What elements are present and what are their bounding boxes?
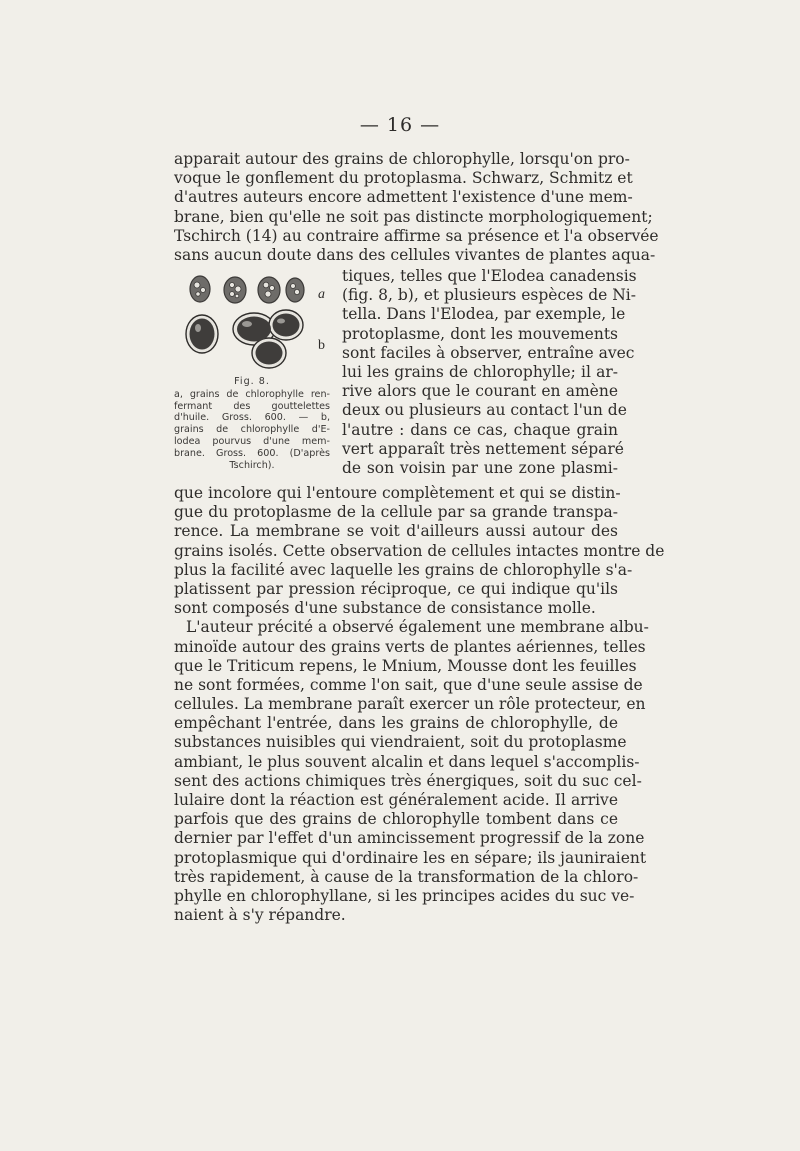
- caption-line: fermant des gouttelettes: [174, 400, 330, 412]
- text-line: Tschirch (14) au contraire affirme sa présence et l'a observée: [174, 226, 659, 245]
- text-line: minoïde autour des grains verts de plantes aériennes, telles: [174, 637, 646, 656]
- text-line: sent des actions chimiques très énergiques, soit du suc cel-: [174, 771, 642, 790]
- text-line: lui les grains de chlorophylle; il ar-: [342, 362, 618, 381]
- text-line: rence. La membrane se voit d'ailleurs aussi autour des: [174, 522, 618, 541]
- figure-8: [174, 272, 334, 482]
- figure-label-b: b: [318, 338, 325, 353]
- text-line: que incolore qui l'entoure complètement et qui se distin-: [174, 484, 621, 502]
- text-line: L'auteur précité a observé également une membrane albu-: [186, 618, 649, 637]
- caption-line: a, grains de chlorophylle ren-: [174, 388, 330, 400]
- caption-line: lodea pourvus d'une mem-: [174, 435, 330, 447]
- text-line: voque le gonflement du protoplasma. Schwarz, Schmitz et: [174, 169, 633, 188]
- text-line: d'autres auteurs encore admettent l'existence d'une mem-: [174, 188, 633, 207]
- text-line: tella. Dans l'Elodea, par exemple, le: [342, 305, 626, 324]
- paragraph-top: [174, 150, 659, 265]
- text-line: vert apparaît très nettement séparé: [342, 439, 624, 458]
- text-line: dernier par l'effet d'un amincissement progressif de la zone: [174, 829, 645, 848]
- text-line: tiques, telles que l'Elodea canadensis: [342, 267, 637, 285]
- text-line: de son voisin par une zone plasmi-: [342, 458, 618, 477]
- text-line: ambiant, le plus souvent alcalin et dans lequel s'accomplis-: [174, 752, 640, 771]
- caption-line: brane. Gross. 600. (D'après: [174, 447, 330, 459]
- text-line: sont faciles à observer, entraîne avec: [342, 343, 635, 362]
- text-line: plus la facilité avec laquelle les grains de chlorophylle s'a-: [174, 560, 633, 579]
- text-line: protoplasme, dont les mouvements: [342, 324, 618, 343]
- text-line: phylle en chlorophyllane, si les principes acides du suc ve-: [174, 886, 635, 905]
- text-line: ne sont formées, comme l'on sait, que d'une seule assise de: [174, 675, 643, 694]
- text-line: naient à s'y répandre.: [174, 906, 346, 925]
- text-line: l'autre : dans ce cas, chaque grain: [342, 420, 618, 439]
- paragraph-bottom: [174, 484, 665, 925]
- page-number: — 16 —: [359, 114, 441, 136]
- text-line: rive alors que le courant en amène: [342, 382, 618, 401]
- text-line: apparait autour des grains de chlorophylle, lorsqu'on pro-: [174, 150, 630, 168]
- text-line: que le Triticum repens, le Mnium, Mousse dont les feuilles: [174, 656, 637, 675]
- text-line: empêchant l'entrée, dans les grains de chlorophylle, de: [174, 714, 618, 733]
- text-line: deux ou plusieurs au contact l'un de: [342, 401, 627, 420]
- text-line: sont composés d'une substance de consistance molle.: [174, 599, 596, 618]
- text-line: parfois que des grains de chlorophylle tombent dans ce: [174, 810, 618, 829]
- text-line: sans aucun doute dans des cellules vivantes de plantes aqua-: [174, 245, 656, 264]
- chlorophyll-grains-illustration: [174, 272, 334, 376]
- text-line: gue du protoplasme de la cellule par sa grande transpa-: [174, 503, 618, 522]
- caption-title: Fig. 8.: [234, 376, 270, 387]
- caption-line: d'huile. Gross. 600. — b,: [174, 412, 330, 424]
- text-line: très rapidement, à cause de la transformation de la chloro-: [174, 867, 639, 886]
- text-line: platissent par pression réciproque, ce qui indique qu'ils: [174, 579, 618, 598]
- text-line: grains isolés. Cette observation de cellules intactes montre de: [174, 541, 665, 560]
- text-line: protoplasmique qui d'ordinaire les en sépare; ils jauniraient: [174, 848, 647, 867]
- figure-caption: [174, 376, 330, 471]
- text-line: substances nuisibles qui viendraient, soit du protoplasme: [174, 733, 627, 752]
- text-line: (fig. 8, b), et plusieurs espèces de Ni-: [342, 286, 636, 305]
- caption-line: grains de chlorophylle d'E-: [174, 424, 330, 436]
- paragraph-wrap: [342, 267, 637, 478]
- text-line: lulaire dont la réaction est généralement acide. Il arrive: [174, 791, 618, 809]
- caption-line: Tschirch).: [229, 459, 275, 471]
- text-line: cellules. La membrane paraît exercer un rôle protecteur, en: [174, 695, 646, 714]
- figure-label-a: a: [318, 287, 325, 302]
- text-line: brane, bien qu'elle ne soit pas distincte morphologiquement;: [174, 207, 653, 226]
